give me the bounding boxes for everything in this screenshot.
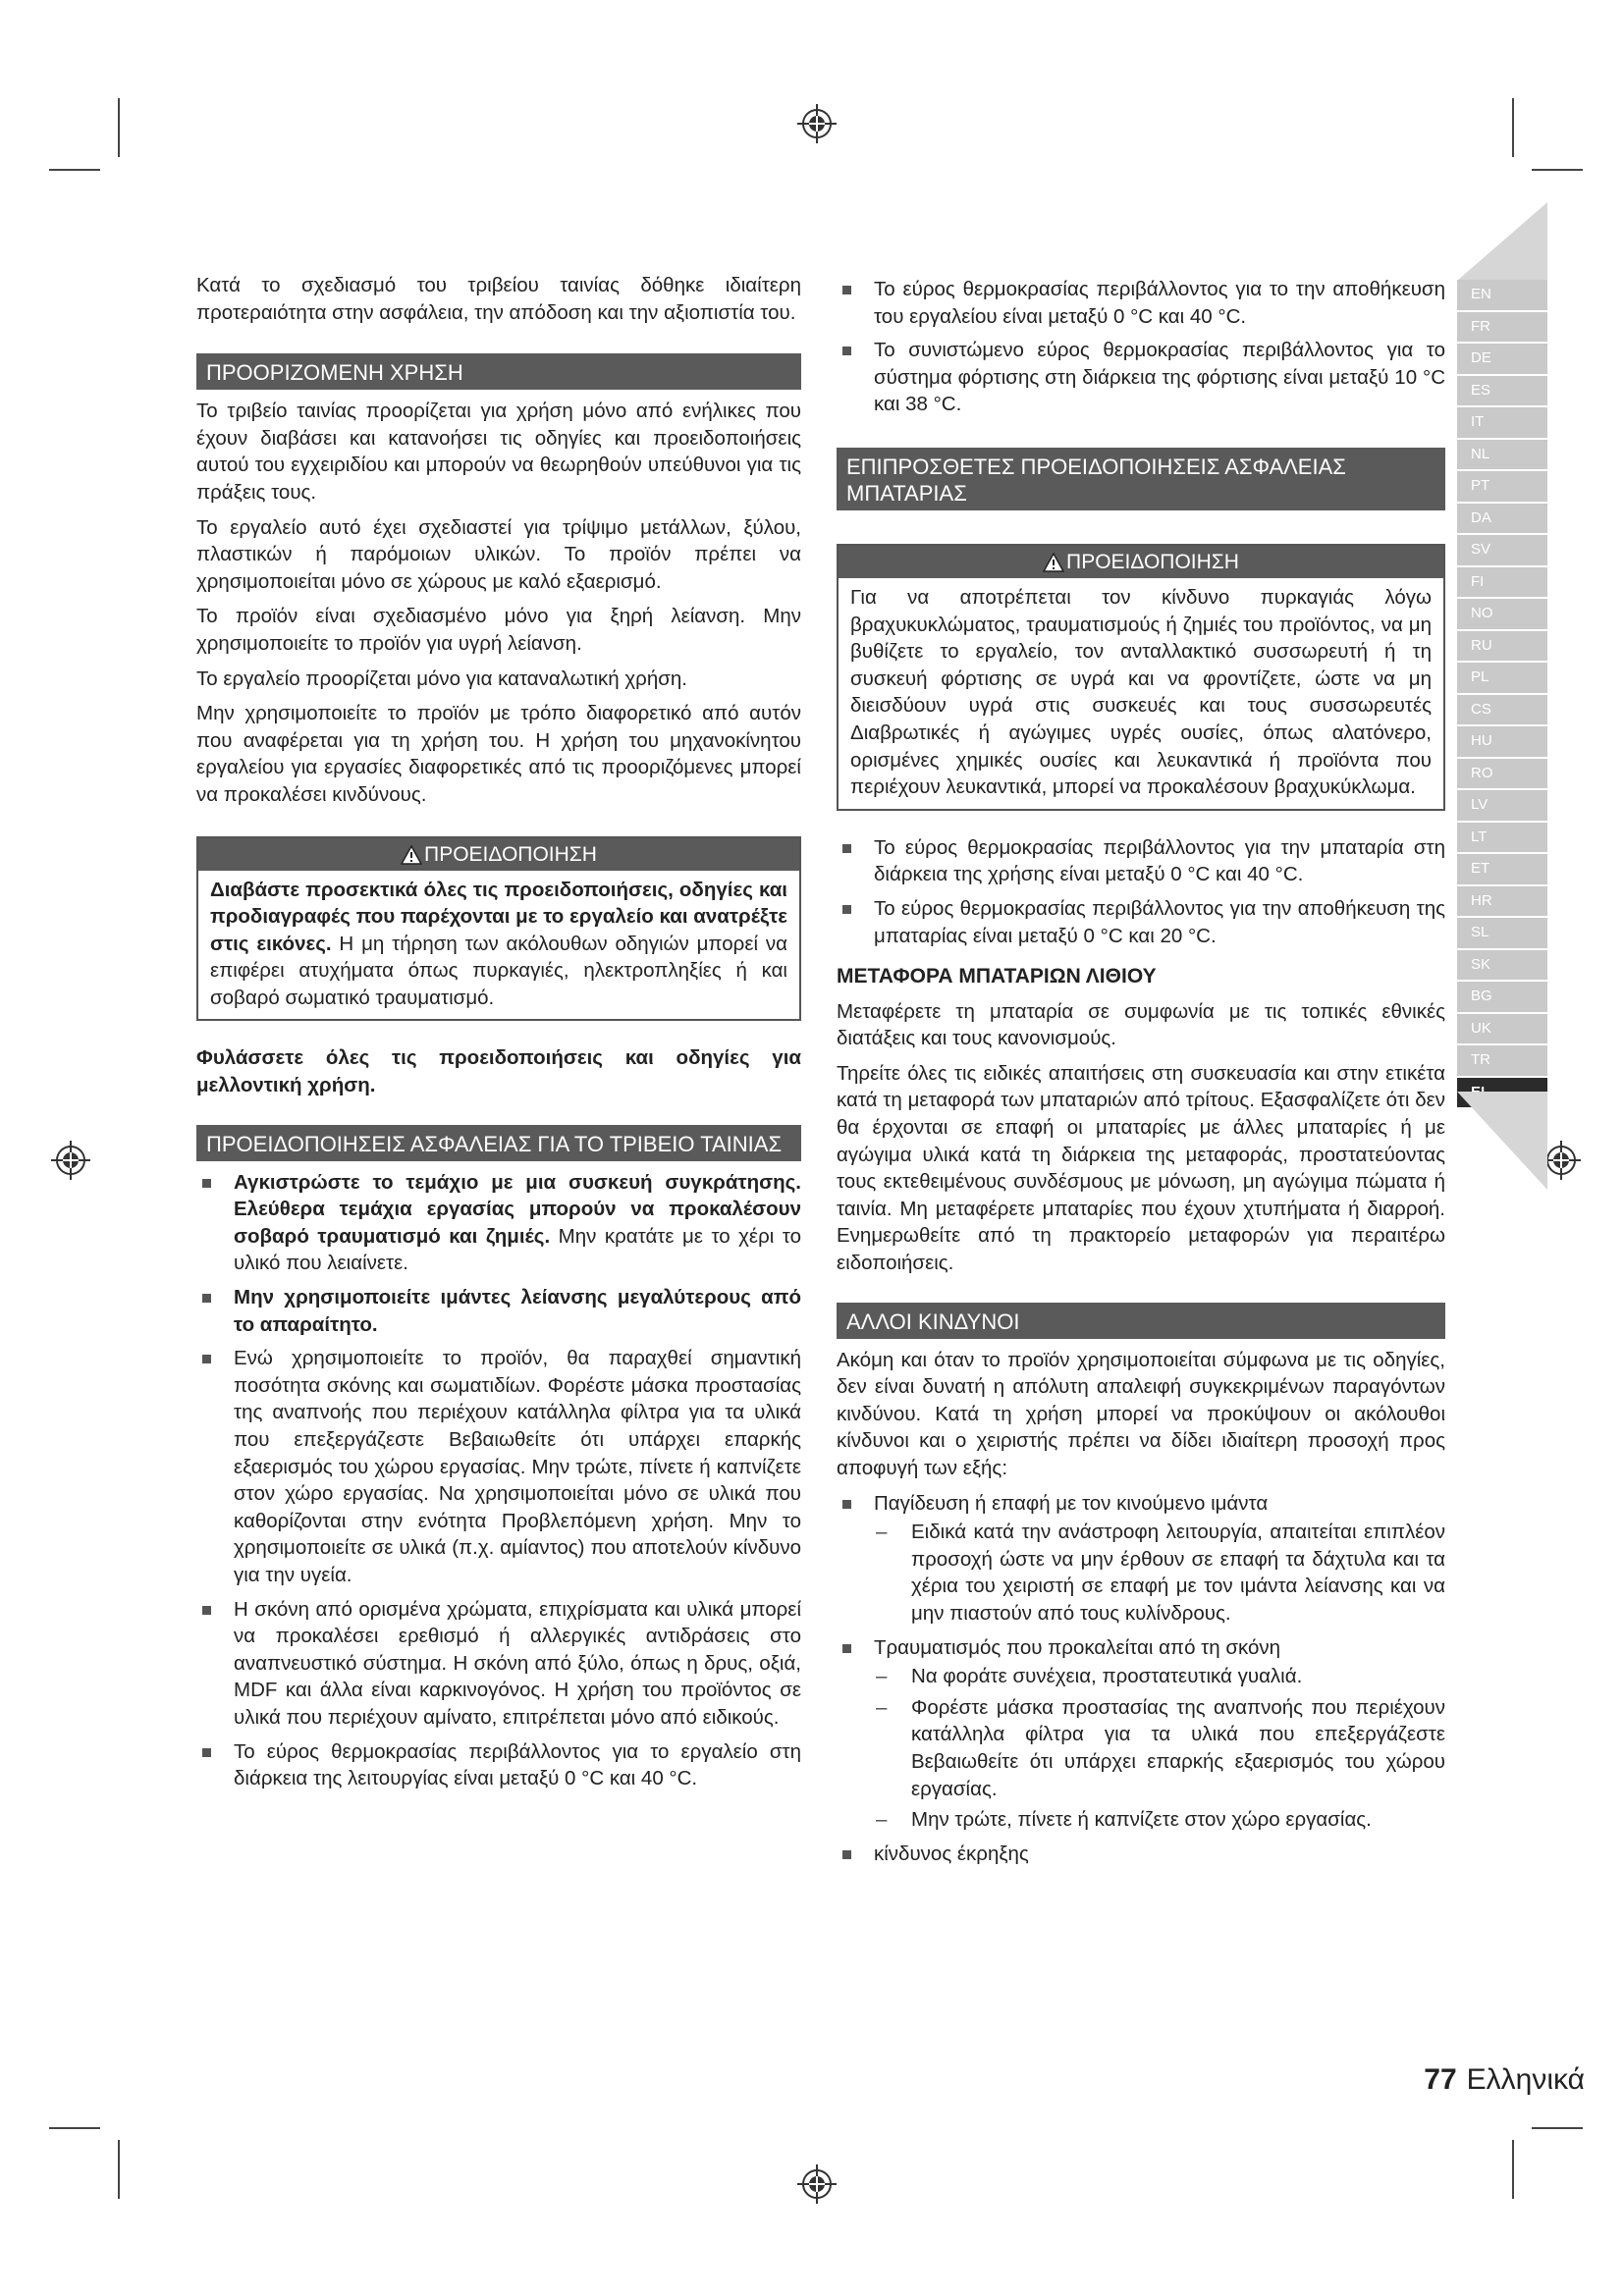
crop-mark [1532,2127,1583,2129]
safety-list [196,1169,801,1792]
risk-sublist [874,1663,1445,1834]
intended-use-paragraph: Το προϊόν είναι σχεδιασμένο μόνο για ξηρή λείανση. Μην χρησιμοποιείτε το προϊόν για υγρή λείανση. [196,605,801,655]
list-item: Ενώ χρησιμοποιείτε το προϊόν, θα παραχθεί σημαντική ποσότητα σκόνης και σωματιδίων. Φορέστε μάσκα προστασίας της αναπνοής που περιέχουν κατάλληλα φίλτρα για τα υλικά που επεξεργάζεστε Βεβαιωθείτε ότι υπάρχει επαρκής εξαερισμός του χώρου εργασίας. Μην τρώτε, πίνετε ή καπνίζετε στον χώρο εργασίας. Να χρησιμοποιείται μόνο σε υλικά που καθορίζονται στην ενότητα Προβλεπόμενη χρήση. Μην το χρησιμοποιείτε σε υλικά (π.χ. αμίαντος) που αποτελούν κίνδυνο για την υγεία. [196,1345,801,1588]
language-tab-tr: TR [1457,1045,1547,1076]
warning-box-title [839,546,1443,578]
crop-mark [118,2140,120,2199]
language-tab-it: IT [1457,407,1547,438]
language-tab-et: ET [1457,854,1547,884]
language-tab-nl: NL [1457,440,1547,470]
registration-mark-icon [795,2163,839,2206]
language-tab-fi: FI [1457,567,1547,598]
battery-warning-box [837,544,1445,811]
crop-mark [118,98,120,157]
intended-use-paragraph: Το τριβείο ταινίας προορίζεται για χρήση μόνο από ενήλικες που έχουν διαβάσει και κατανοήσει τις οδηγίες και προειδοποιήσεις αυτού του εγχειριδίου και μπορούν να θεωρηθούν υπεύθυνοι για τις πράξεις τους. [196,400,801,504]
warning-bold-text: Διαβάστε προσεκτικά όλες τις προειδοποιήσεις, οδηγίες και προδιαγραφές που παρέχονται με το εργαλείο και ανατρέξτε στις εικόνες. [210,878,787,955]
language-tab-bg: BG [1457,982,1547,1012]
intended-use-paragraph: Το εργαλείο αυτό έχει σχεδιαστεί για τρίψιμο μετάλλων, ξύλου, πλαστικών ή παρόμοιων υλικών. Το προϊόν πρέπει να χρησιμοποιείται μόνο σε χώρους με καλό εξαερισμό. [196,515,801,593]
temperature-list [837,276,1445,418]
left-column [196,272,801,1799]
language-tab-hr: HR [1457,886,1547,917]
warning-triangle-icon [401,845,422,865]
intended-use-paragraph: Μην χρησιμοποιείτε το προϊόν με τρόπο διαφορετικό από αυτόν που αναφέρεται για τη χρήση του. Η χρήση του μηχανοκίνητου εργαλείου για εργασίες διαφορετικές από τις προοριζόμενες μπορεί να προκαλέσει κινδύνους. [196,702,801,806]
section-heading-sander-safety: ΠΡΟΕΙΔΟΠΟΙΗΣΕΙΣ ΑΣΦΑΛΕΙΑΣ ΓΙΑ ΤΟ ΤΡΙΒΕΙΟ ΤΑΙΝΙΑΣ [196,1125,801,1161]
list-item: Το εύρος θερμοκρασίας περιβάλλοντος για την αποθήκευση της μπαταρίας είναι μεταξύ 0 °C και 20 °C. [837,895,1445,949]
warning-box-body: Για να αποτρέπεται τον κίνδυνο πυρκαγιάς λόγω βραχυκυκλώματος, τραυματισμούς ή ζημιές του προϊόντος, να μη βυθίζετε το εργαλείο, τον ανταλλακτικό συσσωρευτή ή τη συσκευή φόρτισης σε υγρά και να φροντίζετε, ώστε να μη διεισδύουν υγρά στις συσκευές και τους συσσωρευτές Διαβρωτικές ή αγώγιμες υγρές ουσίες, όπως αλατόνερο, ορισμένες χημικές ουσίες και λευκαντικά ή προϊόντα που περιέχουν λευκαντικά, μπορεί να προκαλέσουν βραχυκύκλωμα. [850,585,1432,799]
section-heading-other-risks: ΑΛΛΟΙ ΚΙΝΔΥΝΟΙ [837,1303,1445,1339]
language-tab-lv: LV [1457,790,1547,821]
list-item: – Μην τρώτε, πίνετε ή καπνίζετε στον χώρο εργασίας. [874,1806,1445,1834]
footer-language: Ελληνικά [1466,2063,1585,2096]
warning-box-title [198,838,799,871]
other-risks-list [837,1490,1445,1868]
safety-item-bold: Αγκιστρώστε το τεμάχιο με μια συσκευή συγκράτησης. Ελεύθερα τεμάχια εργασίας μπορούν να προκαλέσουν σοβαρό τραυματισμό και ζημιές. [234,1170,801,1248]
list-item: Το εύρος θερμοκρασίας περιβάλλοντος για την μπαταρία στη διάρκεια της χρήσης είναι μεταξύ 0 °C και 40 °C. [837,834,1445,888]
intro-paragraph: Κατά το σχεδιασμό του τριβείου ταινίας δόθηκε ιδιαίτερη προτεραιότητα στην ασφάλεια, την απόδοση και την αξιοπιστία του. [196,274,801,324]
registration-mark-icon [49,1139,92,1182]
language-tab-no: NO [1457,599,1547,629]
warning-text: Η μη τήρηση των ακόλουθων οδηγιών μπορεί να επιφέρει ατυχήματα όπως πυρκαγιές, ηλεκτροπληξίες ή και σοβαρό σωματικό τραυματισμό. [210,932,787,1009]
list-item: κίνδυνος έκρηξης [837,1841,1445,1868]
page-number: 77 [1424,2063,1457,2096]
language-tab-es: ES [1457,376,1547,406]
language-tab-pt: PT [1457,471,1547,502]
language-tab-hu: HU [1457,726,1547,757]
list-item: Η σκόνη από ορισμένα χρώματα, επιχρίσματα και υλικά μπορεί να προκαλέσει ερεθισμό ή αλλεργικές αντιδράσεις στο αναπνευστικό σύστημα. Η σκόνη από ξύλο, όπως η δρυς, οξιά, MDF και άλλα είναι καρκινογόνος. Η χρήση του προϊόντος σε υλικά που περιέχουν αμίνατο, επιτρέπεται μόνο από ειδικούς. [196,1596,801,1732]
page-footer [1424,2063,1585,2097]
crop-mark [1512,2140,1514,2199]
list-item [837,1490,1445,1628]
section-heading-lithium-transport: ΜΕΤΑΦΟΡΑ ΜΠΑΤΑΡΙΩΝ ΛΙΘΙΟΥ [837,965,1157,988]
language-tab-sl: SL [1457,918,1547,948]
list-item: Το συνιστώμενο εύρος θερμοκρασίας περιβάλλοντος για το σύστημα φόρτισης στη διάρκεια της φόρτισης είναι μεταξύ 10 °C και 38 °C. [837,337,1445,418]
warning-title-text: ΠΡΟΕΙΔΟΠΟΙΗΣΗ [424,842,597,866]
language-sidebar [1457,280,1547,1109]
language-tab-da: DA [1457,504,1547,534]
list-item [837,1634,1445,1834]
language-tab-bottom-shape [1457,1092,1547,1190]
safety-item-text: Μην κρατάτε με το χέρι το υλικό που λειαίνετε. [234,1224,801,1275]
risk-sublist [874,1519,1445,1627]
language-tab-top-shape [1457,202,1547,281]
keep-instructions-note: Φυλάσσετε όλες τις προειδοποιήσεις και οδηγίες για μελλοντική χρήση. [196,1046,801,1097]
intended-use-paragraph: Το εργαλείο προορίζεται μόνο για καταναλωτική χρήση. [196,667,687,690]
warning-box [196,836,801,1022]
list-item: – Ειδικά κατά την ανάστροφη λειτουργία, απαιτείται επιπλέον προσοχή ώστε να μην έρθουν σε επαφή τα δάχτυλα και τα χέρια του χειριστή σε επαφή με τον ιμάντα λείανσης και να μην πιαστούν από τους κυλίνδρους. [874,1519,1445,1627]
crop-mark [1532,169,1583,171]
risk-item-text: Τραυματισμός που προκαλείται από τη σκόνη [874,1635,1281,1659]
right-column [837,272,1445,1874]
battery-temperature-list [837,834,1445,949]
language-tab-ru: RU [1457,631,1547,662]
warning-box-body [198,871,799,1020]
risk-item-text: Παγίδευση ή επαφή με τον κινούμενο ιμάντα [874,1491,1269,1515]
language-tab-fr: FR [1457,312,1547,343]
warning-title-text: ΠΡΟΕΙΔΟΠΟΙΗΣΗ [1066,550,1239,573]
safety-item-bold: Μην χρησιμοποιείτε ιμάντες λείανσης μεγαλύτερους από το απαραίτητο. [234,1286,801,1336]
transport-paragraph: Μεταφέρετε τη μπαταρία σε συμφωνία με τις τοπικές εθνικές διατάξεις και τους κανονισμούς. [837,999,1445,1050]
language-tab-en: EN [1457,280,1547,310]
list-item: Το εύρος θερμοκρασίας περιβάλλοντος για το την αποθήκευση του εργαλείου είναι μεταξύ 0 °C και 40 °C. [837,276,1445,330]
section-heading-intended-use: ΠΡΟΟΡΙΖΟΜΕΝΗ ΧΡΗΣΗ [196,353,801,390]
list-item: – Φορέστε μάσκα προστασίας της αναπνοής που περιέχουν κατάλληλα φίλτρα για τα υλικά που επεξεργάζεστε Βεβαιωθείτε ότι υπάρχει επαρκής εξαερισμός του χώρου εργασίας. [874,1694,1445,1802]
language-tab-sk: SK [1457,950,1547,981]
crop-mark [1512,98,1514,157]
list-item [196,1284,801,1338]
crop-mark [49,169,100,171]
language-tab-ro: RO [1457,759,1547,789]
list-item [196,1169,801,1277]
language-tab-de: DE [1457,344,1547,374]
language-tab-uk: UK [1457,1014,1547,1044]
section-heading-battery-safety: ΕΠΙΠΡΟΣΘΕΤΕΣ ΠΡΟΕΙΔΟΠΟΙΗΣΕΙΣ ΑΣΦΑΛΕΙΑΣ ΜΠΑΤΑΡΙΑΣ [837,448,1445,510]
language-tab-pl: PL [1457,663,1547,693]
crop-mark [49,2127,100,2129]
language-tab-lt: LT [1457,823,1547,853]
other-risks-intro: Ακόμη και όταν το προϊόν χρησιμοποιείται σύμφωνα με τις οδηγίες, δεν είναι δυνατή η απόλυτη απαλειφή συγκεκριμένων παραγόντων κινδύνου. Κατά τη χρήση μπορεί να προκύψουν οι ακόλουθοι κίνδυνοι και ο χειριστής πρέπει να δίδει ιδιαίτερη προσοχή προς αποφυγή των εξής: [837,1348,1445,1479]
list-item: Το εύρος θερμοκρασίας περιβάλλοντος για το εργαλείο στη διάρκεια της λειτουργίας είναι μεταξύ 0 °C και 40 °C. [196,1738,801,1792]
language-tab-sv: SV [1457,535,1547,565]
transport-paragraph: Τηρείτε όλες τις ειδικές απαιτήσεις στη συσκευασία και στην ετικέτα κατά τη μεταφορά των μπαταριών από τρίτους. Εξασφαλίζετε ότι δεν θα έρχονται σε επαφή οι μπαταρίες με άλλες μπαταρίες ή με αγώγιμα υλικά κατά τη διάρκεια της μεταφοράς, προστατεύοντας τους εκτεθειμένους συνδέσμους με μόνωση, μη αγώγιμα πώματα ή ταινία. Μη μεταφέρετε μπαταρίες που έχουν χτυπήματα ή διαρροή. Ενημερωθείτε από τη πρακτορείο μεταφορών για περαιτέρω ειδοποιήσεις. [837,1061,1445,1275]
warning-triangle-icon [1043,553,1064,572]
registration-mark-icon [795,102,839,145]
list-item: – Να φοράτε συνέχεια, προστατευτικά γυαλιά. [874,1663,1445,1690]
language-tab-cs: CS [1457,695,1547,725]
